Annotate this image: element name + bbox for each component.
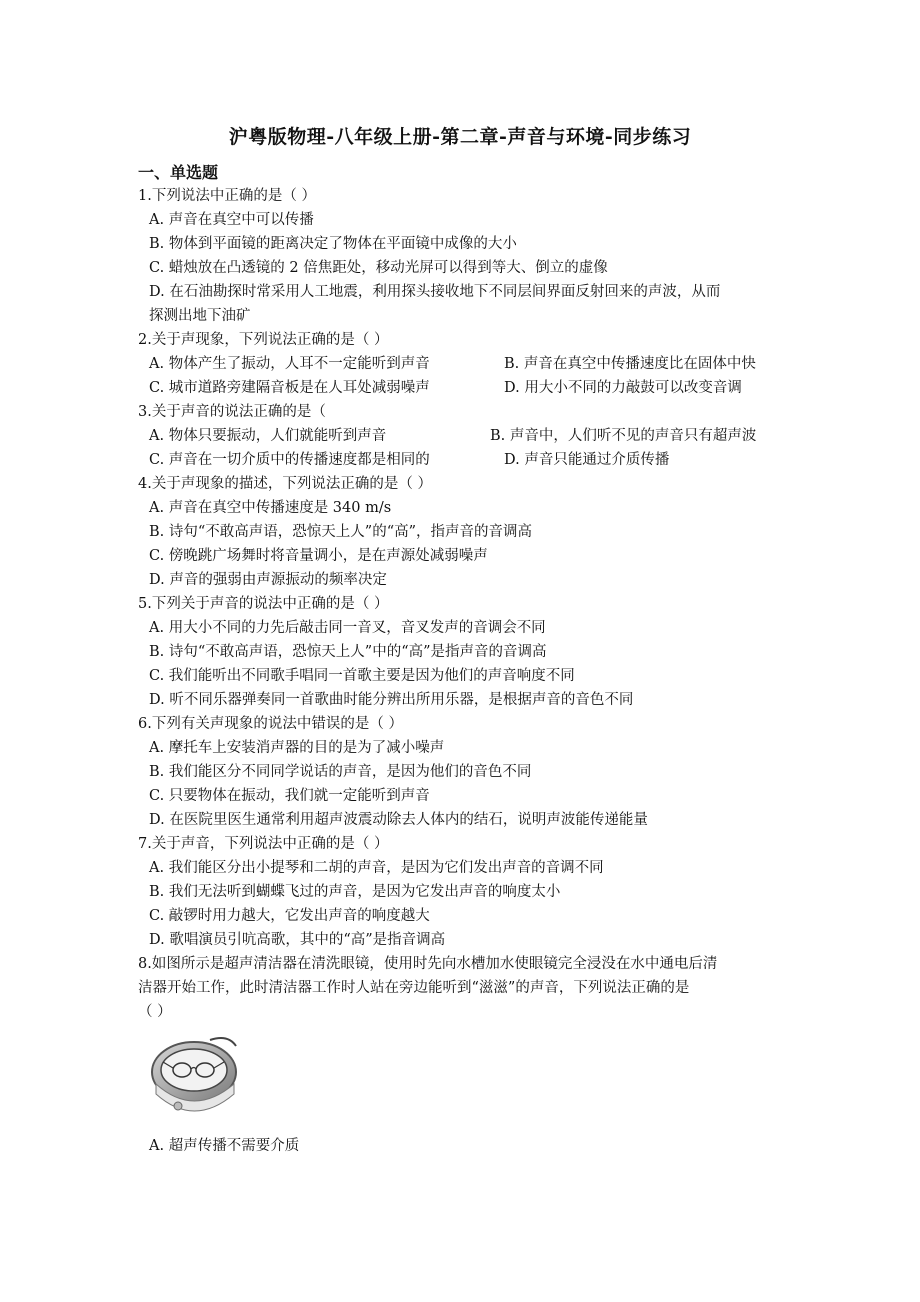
question-stem: 5.下列关于声音的说法中正确的是（ ） bbox=[138, 596, 389, 612]
question-stem: 7.关于声音，下列说法中正确的是（ ） bbox=[138, 836, 389, 852]
option-a: A. 超声传播不需要介质 bbox=[149, 1138, 300, 1154]
option-a: A. 用大小不同的力先后敲击同一音叉，音叉发声的音调会不同 bbox=[149, 620, 546, 636]
ultrasonic-cleaner-image bbox=[148, 1032, 240, 1128]
option-d: D. 听不同乐器弹奏同一首歌曲时能分辨出所用乐器，是根据声音的音色不同 bbox=[149, 692, 634, 708]
option-c: C. 声音在一切介质中的传播速度都是相同的 bbox=[149, 452, 430, 468]
option-a: A. 物体产生了振动，人耳不一定能听到声音 bbox=[149, 356, 430, 372]
question-stem-line-1: 8.如图所示是超声清洁器在清洗眼镜，使用时先向水槽加水使眼镜完全浸没在水中通电后清 bbox=[138, 956, 718, 972]
option-d-continued: 探测出地下油矿 bbox=[149, 308, 251, 324]
question-stem: 1.下列说法中正确的是（ ） bbox=[138, 188, 316, 204]
option-b: B. 我们无法听到蝴蝶飞过的声音，是因为它发出声音的响度太小 bbox=[149, 884, 561, 900]
question-stem: 3.关于声音的说法正确的是（ bbox=[138, 404, 326, 420]
option-b: B. 声音中，人们听不见的声音只有超声波 bbox=[490, 428, 757, 444]
option-d: D. 声音的强弱由声源振动的频率决定 bbox=[149, 572, 387, 588]
question-4 bbox=[138, 472, 788, 592]
option-a: A. 摩托车上安装消声器的目的是为了减小噪声 bbox=[149, 740, 445, 756]
question-2 bbox=[138, 328, 788, 400]
question-list bbox=[138, 184, 788, 1158]
option-a: A. 我们能区分出小提琴和二胡的声音，是因为它们发出声音的音调不同 bbox=[149, 860, 604, 876]
option-c: C. 敲锣时用力越大，它发出声音的响度越大 bbox=[149, 908, 430, 924]
option-b: B. 诗句“不敢高声语，恐惊天上人”中的“高”是指声音的音调高 bbox=[149, 644, 547, 660]
option-b: B. 我们能区分不同同学说话的声音，是因为他们的音色不同 bbox=[149, 764, 532, 780]
question-1 bbox=[138, 184, 788, 328]
option-d: D. 歌唱演员引吭高歌，其中的“高”是指音调高 bbox=[149, 932, 446, 948]
option-c: C. 蜡烛放在凸透镜的 2 倍焦距处，移动光屏可以得到等大、倒立的虚像 bbox=[149, 260, 608, 276]
question-stem-line-2: 洁器开始工作，此时清洁器工作时人站在旁边能听到“滋滋”的声音，下列说法正确的是 bbox=[138, 980, 690, 996]
option-a: A. 声音在真空中可以传播 bbox=[149, 212, 314, 228]
option-b: B. 声音在真空中传播速度比在固体中快 bbox=[504, 356, 756, 372]
option-c: C. 只要物体在振动，我们就一定能听到声音 bbox=[149, 788, 430, 804]
option-a: A. 声音在真空中传播速度是 340 m/s bbox=[149, 500, 392, 516]
option-a: A. 物体只要振动，人们就能听到声音 bbox=[149, 428, 387, 444]
option-c: C. 我们能听出不同歌手唱同一首歌主要是因为他们的声音响度不同 bbox=[149, 668, 575, 684]
option-c: C. 傍晚跳广场舞时将音量调小，是在声源处减弱噪声 bbox=[149, 548, 488, 564]
option-d: D. 声音只能通过介质传播 bbox=[504, 452, 670, 468]
document-title: 沪粤版物理-八年级上册-第二章-声音与环境-同步练习 bbox=[228, 126, 692, 148]
question-stem-line-3: （ ） bbox=[138, 1004, 172, 1020]
option-b: B. 物体到平面镜的距离决定了物体在平面镜中成像的大小 bbox=[149, 236, 517, 252]
question-3 bbox=[138, 400, 788, 472]
question-6 bbox=[138, 712, 788, 832]
question-stem: 6.下列有关声现象的说法中错误的是（ ） bbox=[138, 716, 403, 732]
option-d: D. 用大小不同的力敲鼓可以改变音调 bbox=[504, 380, 742, 396]
option-d: D. 在医院里医生通常利用超声波震动除去人体内的结石，说明声波能传递能量 bbox=[149, 812, 648, 828]
section-heading: 一、单选题 bbox=[138, 163, 219, 182]
question-stem: 4.关于声现象的描述，下列说法正确的是（ ） bbox=[138, 476, 432, 492]
option-d: D. 在石油勘探时常采用人工地震，利用探头接收地下不同层间界面反射回来的声波，从而 bbox=[149, 284, 721, 300]
option-b: B. 诗句“不敢高声语，恐惊天上人”的“高”，指声音的音调高 bbox=[149, 524, 533, 540]
question-5 bbox=[138, 592, 788, 712]
question-stem: 2.关于声现象，下列说法正确的是（ ） bbox=[138, 332, 389, 348]
option-c: C. 城市道路旁建隔音板是在人耳处减弱噪声 bbox=[149, 380, 430, 396]
question-7 bbox=[138, 832, 788, 952]
question-8 bbox=[138, 952, 788, 1158]
